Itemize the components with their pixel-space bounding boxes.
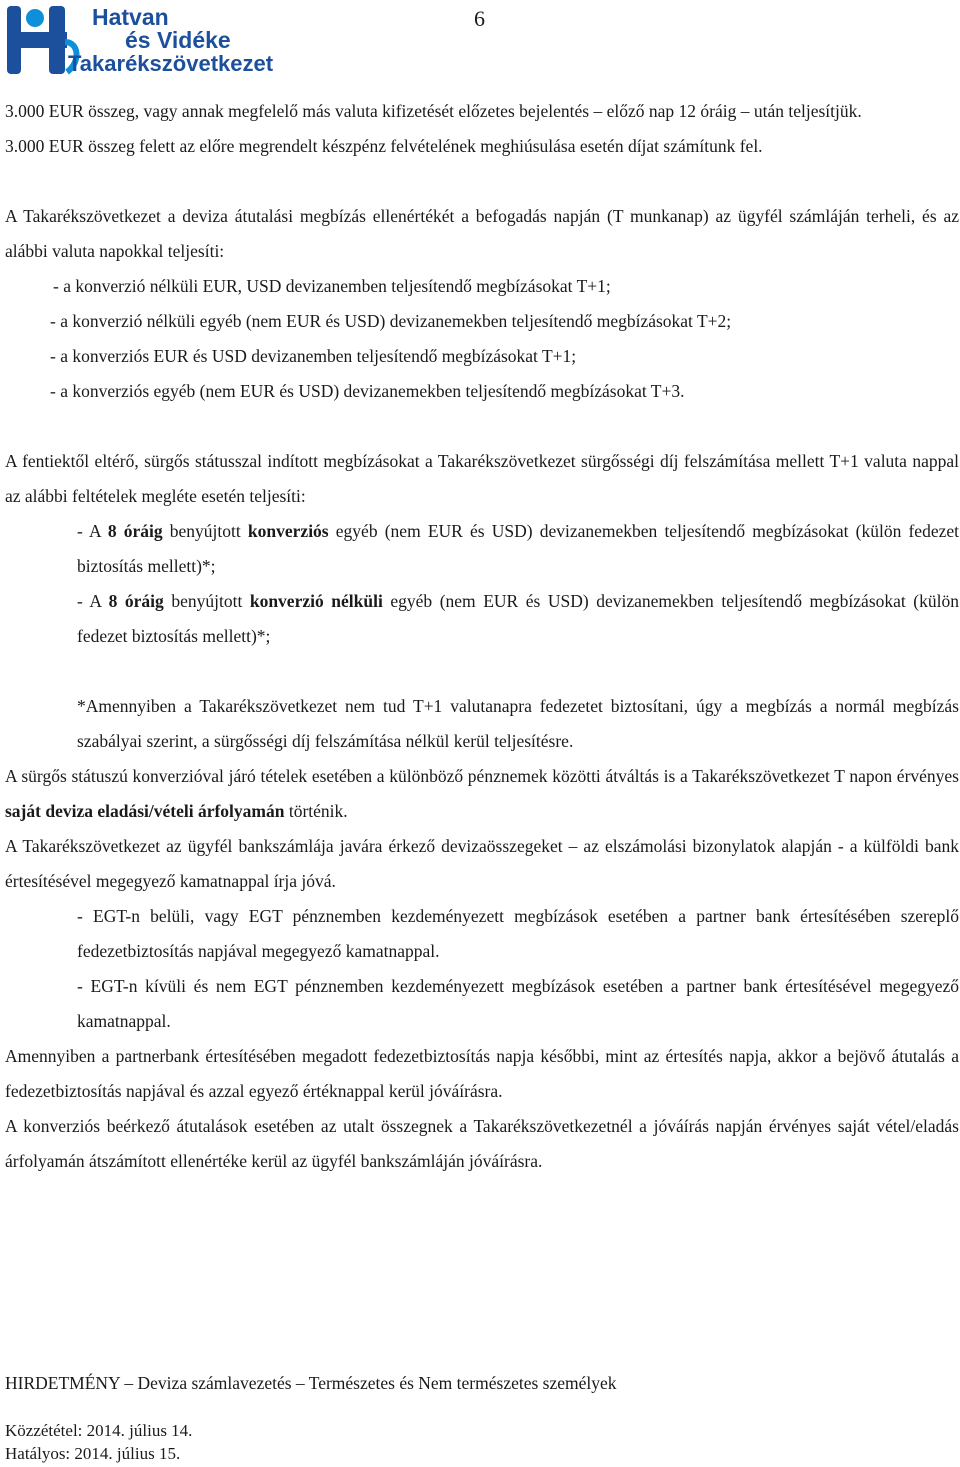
company-logo bbox=[5, 2, 297, 77]
publication-date: Közzététel: 2014. július 14. bbox=[5, 1421, 193, 1440]
paragraph-7: Amennyiben a partnerbank értesítésében megadott fedezetbiztosítás napja későbbi, mint az értesítés napja, akkor a bejövő átutalás a fedezetbiztosítás napjával és azzal egyező értéknappal kerül jóváírásra. bbox=[5, 1046, 959, 1101]
logo-line-2: és Vidéke bbox=[125, 27, 231, 53]
paragraph-1: 3.000 EUR összeg, vagy annak megfelelő más valuta kifizetését előzetes bejelentés – előző nap 12 óráig – után teljesítjük. bbox=[5, 101, 862, 121]
list-item: - a konverziós EUR és USD devizanemben teljesítendő megbízásokat T+1; bbox=[50, 346, 577, 366]
list-item: - EGT-n belüli, vagy EGT pénznemben kezdeményezett megbízások esetében a partner bank értesítésében szereplő fedezetbiztosítás napjával megegyező kamatnappal. bbox=[77, 906, 959, 961]
logo-line-3: Takarékszövetkezet bbox=[68, 51, 274, 76]
list-item: - a konverzió nélküli egyéb (nem EUR és USD) devizanemekben teljesítendő megbízásokat T+2; bbox=[50, 311, 732, 331]
list-item: - a konverziós egyéb (nem EUR és USD) devizanemekben teljesítendő megbízásokat T+3. bbox=[50, 381, 685, 401]
list-item: - a konverzió nélküli EUR, USD devizanemben teljesítendő megbízásokat T+1; bbox=[53, 276, 611, 296]
document-body bbox=[5, 94, 959, 1179]
effective-date: Hatályos: 2014. július 15. bbox=[5, 1444, 181, 1463]
paragraph-8: A konverziós beérkező átutalások esetében az utalt összegnek a Takarékszövetkezetnél a jóváírás napján érvényes saját vétel/eladás árfolyamán átszámított ellenértéke kerül az ügyfél bankszámláján jóváírásra. bbox=[5, 1116, 959, 1171]
urgent-item-1: - A 8 óráig benyújtott konverziós egyéb (nem EUR és USD) devizanemekben teljesítendő megbízásokat (külön fedezet biztosítás mellett)*; bbox=[77, 521, 959, 576]
urgent-item-2: - A 8 óráig benyújtott konverzió nélküli egyéb (nem EUR és USD) devizanemekben teljesítendő megbízásokat (külön fedezet biztosítás mellett)*; bbox=[77, 591, 959, 646]
list-item: - EGT-n kívüli és nem EGT pénznemben kezdeményezett megbízások esetében a partner bank értesítésével megegyező kamatnappal. bbox=[77, 976, 959, 1031]
footer-title: HIRDETMÉNY – Deviza számlavezetés – Természetes és Nem természetes személyek bbox=[5, 1373, 617, 1393]
page-number: 6 bbox=[474, 6, 485, 31]
paragraph-5: A sürgős státuszú konverzióval járó tételek esetében a különböző pénznemek közötti átváltás is a Takarékszövetkezet T napon érvényes saját deviza eladási/vételi árfolyamán történik. bbox=[5, 766, 959, 821]
paragraph-4: A fentiektől eltérő, sürgős státusszal indított megbízásokat a Takarékszövetkezet sürgősségi díj felszámítása mellett T+1 valuta nappal az alábbi feltételek megléte esetén teljesíti: bbox=[5, 451, 959, 506]
paragraph-3: A Takarékszövetkezet a deviza átutalási megbízás ellenértékét a befogadás napján (T munkanap) az ügyfél számláján terheli, és az alábbi valuta napokkal teljesíti: bbox=[5, 206, 959, 261]
footnote: *Amennyiben a Takarékszövetkezet nem tud T+1 valutanapra fedezetet biztosítani, úgy a megbízás a normál megbízás szabályai szerint, a sürgősségi díj felszámítása nélkül kerül teljesítésre. bbox=[77, 696, 959, 751]
logo-line-1: Hatvan bbox=[92, 4, 169, 30]
paragraph-6: A Takarékszövetkezet az ügyfél bankszámlája javára érkező devizaösszegeket – az elszámolási bizonylatok alapján - a külföldi bank értesítésével megegyező kamatnappal írja jóvá. bbox=[5, 836, 959, 891]
paragraph-2: 3.000 EUR összeg felett az előre megrendelt készpénz felvételének meghiúsulása esetén díjat számítunk fel. bbox=[5, 136, 763, 156]
